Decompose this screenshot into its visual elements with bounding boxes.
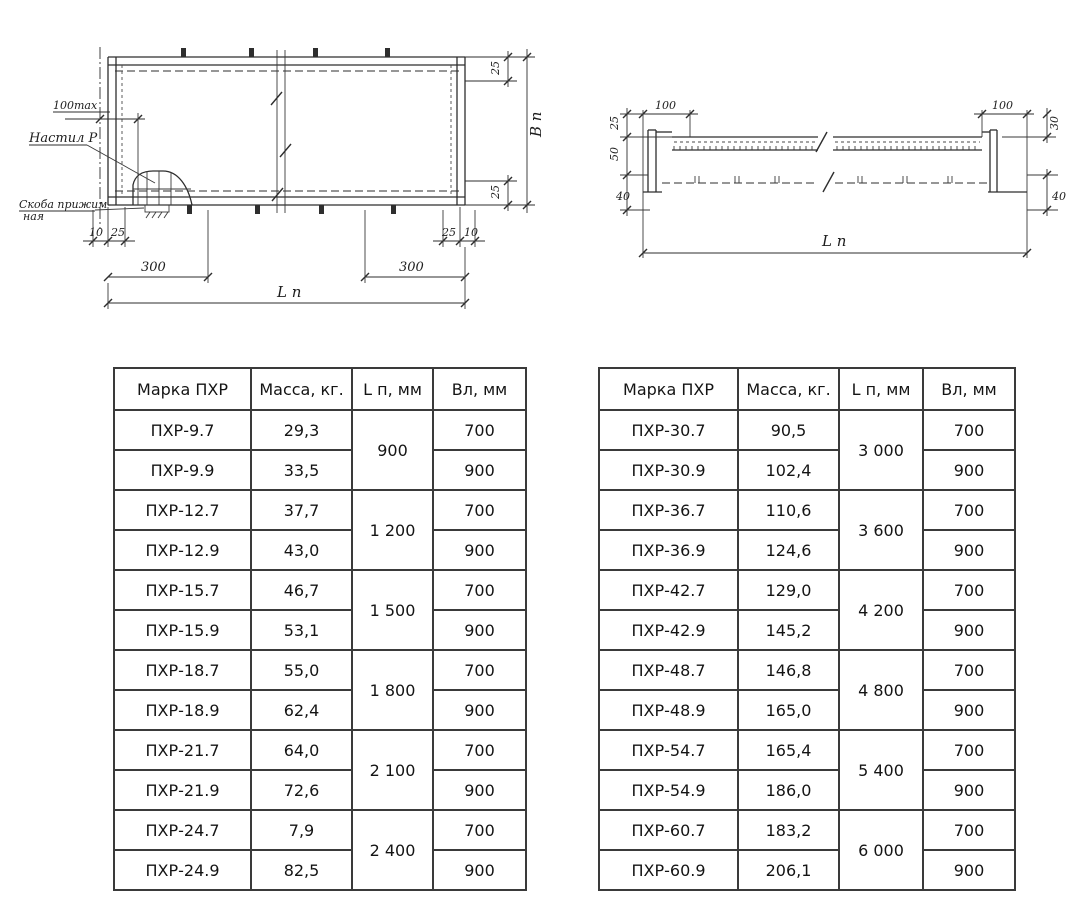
height-label: В п (527, 111, 545, 137)
width-cell: 700 (923, 570, 1015, 610)
width-cell: 700 (433, 570, 526, 610)
column-header: Масса, кг. (251, 368, 352, 410)
width-cell: 900 (923, 610, 1015, 650)
mark-cell: ПХР-60.9 (599, 850, 738, 890)
mass-cell: 206,1 (738, 850, 839, 890)
mark-cell: ПХР-24.7 (114, 810, 251, 850)
table-row (114, 850, 526, 890)
length-cell: 2 400 (352, 810, 433, 890)
mark-cell: ПХР-42.7 (599, 570, 738, 610)
deck-label: Настил Р (29, 131, 98, 146)
dim-label-50: 50 (608, 147, 621, 161)
width-cell: 900 (433, 690, 526, 730)
mark-cell: ПХР-48.9 (599, 690, 738, 730)
width-cell: 900 (923, 770, 1015, 810)
mass-cell: 146,8 (738, 650, 839, 690)
length-cell: 6 000 (839, 810, 923, 890)
mark-cell: ПХР-12.7 (114, 490, 251, 530)
column-header: Вл, мм (923, 368, 1015, 410)
spec-table-left (113, 367, 527, 891)
mark-cell: ПХР-15.7 (114, 570, 251, 610)
column-header: L п, мм (839, 368, 923, 410)
dim-label-25-bottom: 25 (489, 185, 502, 199)
section-dims-right (1002, 108, 1066, 216)
length-cell: 4 200 (839, 570, 923, 650)
mark-cell: ПХР-30.7 (599, 410, 738, 450)
plan-dims-bottom-small (83, 207, 485, 247)
dim-label-100-right: 100 (992, 99, 1013, 112)
width-cell: 700 (433, 490, 526, 530)
mark-cell: ПХР-54.9 (599, 770, 738, 810)
plan-label-deck (28, 131, 155, 183)
mass-cell: 145,2 (738, 610, 839, 650)
mark-cell: ПХР-9.7 (114, 410, 251, 450)
plan-dims-300 (104, 210, 469, 283)
table-row (114, 650, 526, 690)
width-cell: 700 (433, 810, 526, 850)
mark-cell: ПХР-21.9 (114, 770, 251, 810)
dim-label-40-right: 40 (1052, 190, 1066, 203)
table-row (599, 570, 1015, 610)
column-header: Марка ПХР (114, 368, 251, 410)
mass-cell: 110,6 (738, 490, 839, 530)
spec-table-right (598, 367, 1016, 891)
length-cell: 1 200 (352, 490, 433, 570)
mark-cell: ПХР-15.9 (114, 610, 251, 650)
plan-clamp-detail (133, 171, 192, 218)
section-dim-length (639, 232, 1031, 257)
width-cell: 700 (923, 810, 1015, 850)
dim-label-25: 25 (608, 116, 621, 130)
column-header: L п, мм (352, 368, 433, 410)
mass-cell: 124,6 (738, 530, 839, 570)
table-row (114, 770, 526, 810)
mark-cell: ПХР-36.7 (599, 490, 738, 530)
mark-cell: ПХР-60.7 (599, 810, 738, 850)
width-cell: 700 (433, 730, 526, 770)
dim-label-25-right: 25 (442, 226, 456, 239)
dim-label-40-left: 40 (616, 190, 630, 203)
plan-dim-length (104, 247, 469, 309)
plan-length-label: L п (277, 283, 302, 301)
table-row (114, 810, 526, 850)
dim-label-10-left: 10 (89, 226, 103, 239)
table-row (599, 410, 1015, 450)
dim-label-300-right: 300 (399, 260, 424, 275)
mark-cell: ПХР-54.7 (599, 730, 738, 770)
dim-label-10-right: 10 (464, 226, 478, 239)
mass-cell: 37,7 (251, 490, 352, 530)
mass-cell: 33,5 (251, 450, 352, 490)
length-cell: 1 500 (352, 570, 433, 650)
mark-cell: ПХР-12.9 (114, 530, 251, 570)
width-cell: 900 (923, 690, 1015, 730)
dim-label-30: 30 (1048, 116, 1061, 130)
table-row (114, 450, 526, 490)
dim-label-25-left: 25 (111, 226, 125, 239)
mark-cell: ПХР-30.9 (599, 450, 738, 490)
width-cell: 900 (923, 530, 1015, 570)
section-view-drawing (600, 80, 1086, 300)
table-row (114, 730, 526, 770)
length-cell: 900 (352, 410, 433, 490)
mass-cell: 64,0 (251, 730, 352, 770)
table-row (599, 690, 1015, 730)
length-cell: 2 100 (352, 730, 433, 810)
header-row (114, 368, 526, 410)
table-row (599, 650, 1015, 690)
width-cell: 700 (923, 410, 1015, 450)
mass-cell: 43,0 (251, 530, 352, 570)
mark-cell: ПХР-24.9 (114, 850, 251, 890)
mark-cell: ПХР-42.9 (599, 610, 738, 650)
mark-cell: ПХР-9.9 (114, 450, 251, 490)
table-row (114, 690, 526, 730)
mass-cell: 129,0 (738, 570, 839, 610)
mass-cell: 165,0 (738, 690, 839, 730)
length-cell: 4 800 (839, 650, 923, 730)
mass-cell: 55,0 (251, 650, 352, 690)
width-cell: 900 (433, 610, 526, 650)
mass-cell: 183,2 (738, 810, 839, 850)
clamp-label-line2: ная (23, 210, 45, 223)
width-cell: 700 (433, 650, 526, 690)
mass-cell: 72,6 (251, 770, 352, 810)
section-length-label: L п (822, 232, 847, 250)
width-cell: 900 (923, 450, 1015, 490)
length-cell: 1 800 (352, 650, 433, 730)
table-row (114, 530, 526, 570)
table-row (114, 410, 526, 450)
mark-cell: ПХР-36.9 (599, 530, 738, 570)
table-row (599, 490, 1015, 530)
mass-cell: 90,5 (738, 410, 839, 450)
mass-cell: 7,9 (251, 810, 352, 850)
column-header: Вл, мм (433, 368, 526, 410)
table-row (114, 570, 526, 610)
column-header: Марка ПХР (599, 368, 738, 410)
length-cell: 5 400 (839, 730, 923, 810)
length-cell: 3 000 (839, 410, 923, 490)
table-row (599, 530, 1015, 570)
mark-cell: ПХР-18.9 (114, 690, 251, 730)
mass-cell: 165,4 (738, 730, 839, 770)
mass-cell: 29,3 (251, 410, 352, 450)
table-row (599, 450, 1015, 490)
plan-break-lines (271, 50, 291, 213)
column-header: Масса, кг. (738, 368, 839, 410)
width-cell: 900 (923, 850, 1015, 890)
section-dims-100 (636, 99, 1034, 137)
clamp-label-line1: Скоба прижим- (19, 198, 112, 211)
mark-cell: ПХР-21.7 (114, 730, 251, 770)
width-cell: 700 (923, 730, 1015, 770)
table-row (599, 610, 1015, 650)
plan-dims-right (465, 49, 545, 213)
mass-cell: 53,1 (251, 610, 352, 650)
width-cell: 900 (433, 770, 526, 810)
width-cell: 900 (433, 530, 526, 570)
mass-cell: 102,4 (738, 450, 839, 490)
mass-cell: 186,0 (738, 770, 839, 810)
dim-label-100-left: 100 (655, 99, 676, 112)
dim-label-25-top: 25 (489, 61, 502, 75)
width-cell: 900 (433, 850, 526, 890)
plan-view-drawing (15, 5, 575, 320)
table-row (114, 490, 526, 530)
mark-cell: ПХР-18.7 (114, 650, 251, 690)
mass-cell: 82,5 (251, 850, 352, 890)
mark-cell: ПХР-48.7 (599, 650, 738, 690)
dim-label-300-left: 300 (141, 260, 166, 275)
length-cell: 3 600 (839, 490, 923, 570)
width-cell: 700 (923, 490, 1015, 530)
width-cell: 700 (433, 410, 526, 450)
table-row (599, 730, 1015, 770)
dim-label-100max: 100max (53, 99, 98, 112)
header-row (599, 368, 1015, 410)
width-cell: 900 (433, 450, 526, 490)
mass-cell: 62,4 (251, 690, 352, 730)
table-row (599, 770, 1015, 810)
table-row (599, 850, 1015, 890)
section-dims-left (608, 108, 672, 216)
table-row (114, 610, 526, 650)
width-cell: 700 (923, 650, 1015, 690)
mass-cell: 46,7 (251, 570, 352, 610)
table-row (599, 810, 1015, 850)
